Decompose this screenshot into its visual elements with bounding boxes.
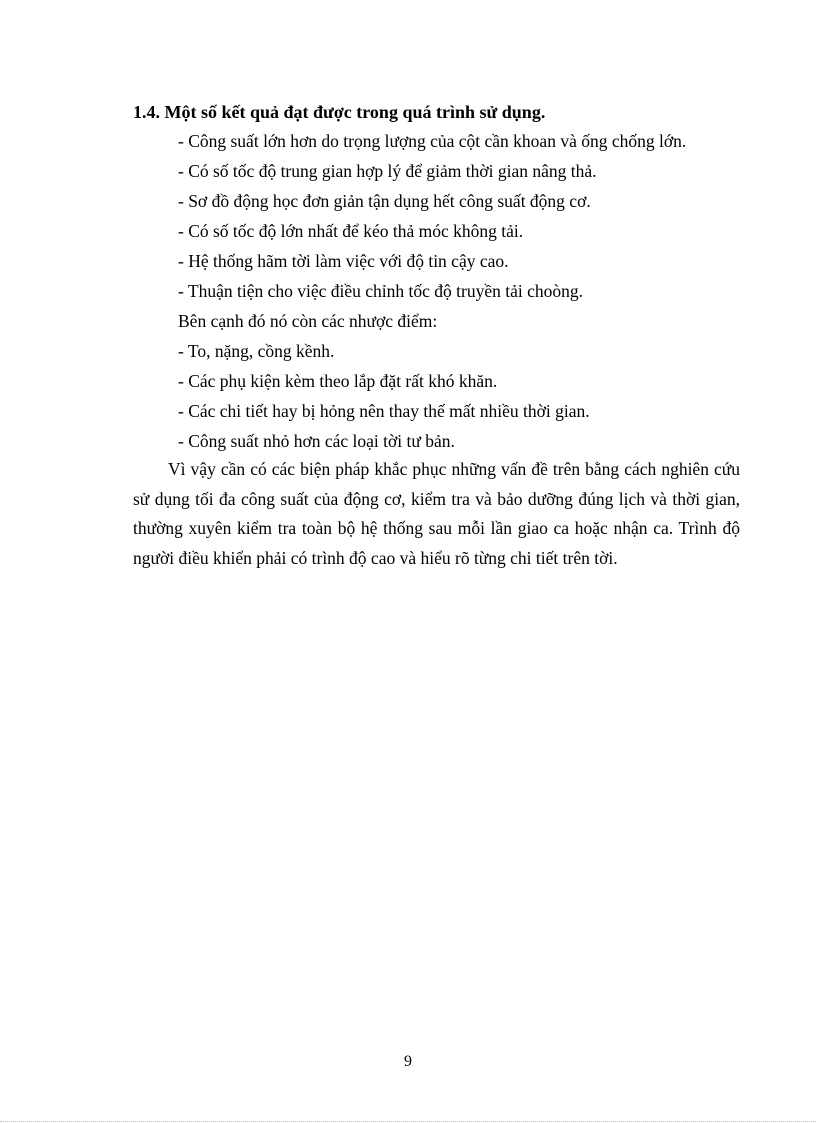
conclusion-paragraph: Vì vậy cần có các biện pháp khắc phục những vấn đề trên bằng cách nghiên cứu sử dụng tối đa công suất của động cơ, kiểm tra và bảo dưỡng đúng lịch và thời gian, thường xuyên kiểm tra toàn bộ hệ thống sau mỗi lần giao ca hoặc nhận ca. Trình độ người điều khiển phải có trình độ cao và hiểu rõ từng chi tiết trên tời. bbox=[133, 459, 740, 568]
disadvantage-item: - Các phụ kiện kèm theo lắp đặt rất khó khăn. bbox=[178, 371, 498, 391]
advantage-item: - Công suất lớn hơn do trọng lượng của cột cần khoan và ống chống lớn. bbox=[178, 131, 687, 151]
advantage-item: - Hệ thống hãm tời làm việc với độ tin cậy cao. bbox=[178, 251, 509, 271]
advantage-item: - Có số tốc độ lớn nhất để kéo thả móc không tải. bbox=[178, 221, 524, 241]
advantage-item: - Sơ đồ động học đơn giản tận dụng hết công suất động cơ. bbox=[178, 191, 591, 211]
disadvantage-item: - To, nặng, cồng kềnh. bbox=[178, 341, 335, 361]
disadvantages-intro: Bên cạnh đó nó còn các nhược điểm: bbox=[178, 311, 438, 331]
advantage-item: - Thuận tiện cho việc điều chỉnh tốc độ truyền tải choòng. bbox=[178, 281, 583, 301]
page-bottom-rule bbox=[0, 1121, 816, 1122]
disadvantage-item: - Công suất nhỏ hơn các loại tời tư bản. bbox=[178, 431, 455, 451]
section-heading: 1.4. Một số kết quả đạt được trong quá trình sử dụng. bbox=[133, 102, 546, 122]
disadvantage-item: - Các chi tiết hay bị hỏng nên thay thế mất nhiều thời gian. bbox=[178, 401, 590, 421]
advantage-item: - Có số tốc độ trung gian hợp lý để giảm thời gian nâng thả. bbox=[178, 161, 597, 181]
page-number: 9 bbox=[404, 1053, 412, 1070]
